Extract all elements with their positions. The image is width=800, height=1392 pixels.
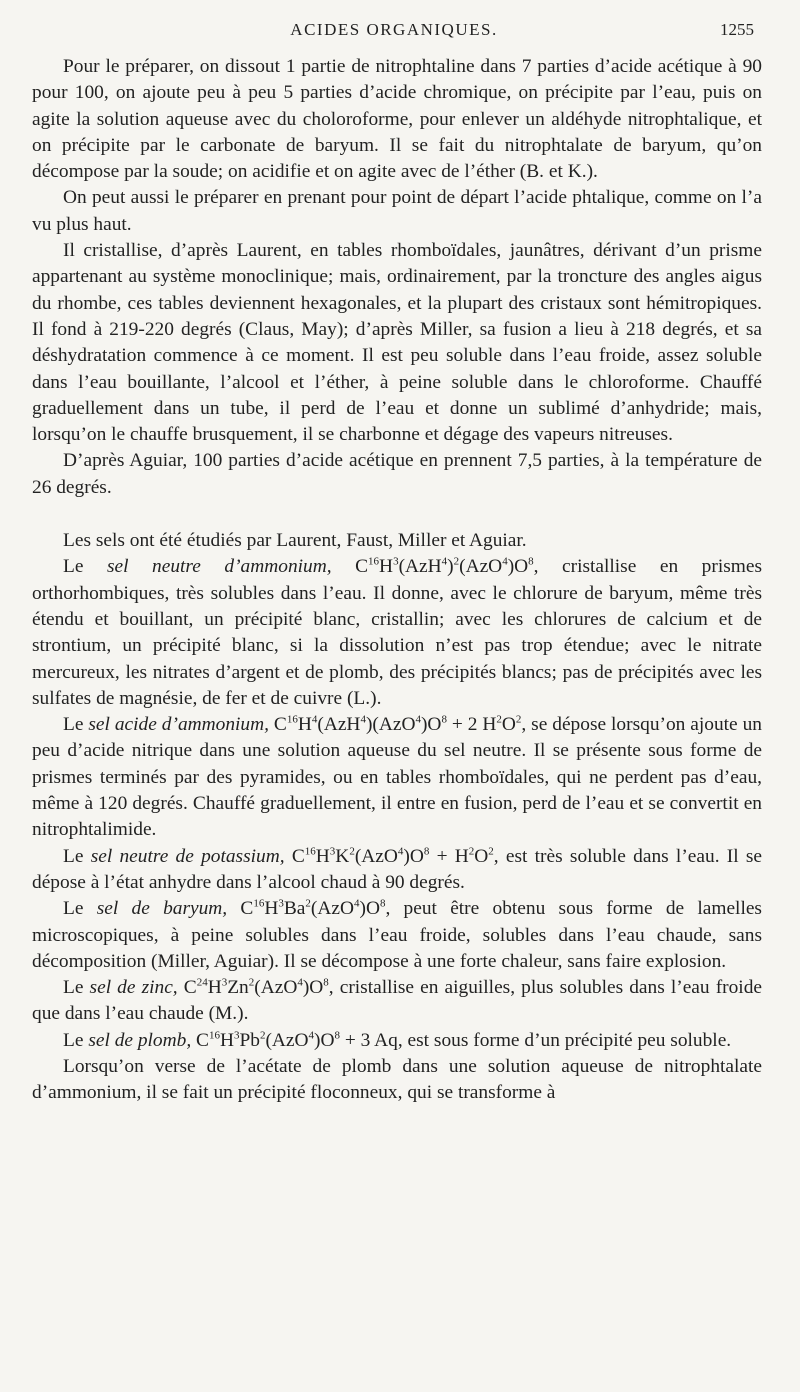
body-text <box>32 54 762 1107</box>
text-run: H <box>379 556 394 578</box>
paragraph <box>32 712 762 843</box>
text-run: + 2 H <box>446 714 497 736</box>
text-run: Lorsqu’on verse de l’acétate de plomb dans une solution aqueuse de nitrophtalate d’ammonium, il se fait un précipité floconneux, qui se transforme à <box>32 1055 762 1104</box>
paragraph <box>32 448 762 501</box>
text-run: Pb <box>239 1029 260 1051</box>
italic-term: sel acide d’ammonium, <box>88 714 269 736</box>
text-run: (AzH <box>398 556 442 578</box>
text-run: (AzO <box>254 977 298 999</box>
paragraph <box>32 238 762 448</box>
italic-term: sel de zinc, <box>89 977 178 999</box>
superscript: 4 <box>311 713 318 726</box>
superscript: 2 <box>248 976 255 989</box>
text-run: Le <box>63 556 107 578</box>
superscript: 8 <box>323 976 329 989</box>
page-number: 1255 <box>720 20 754 39</box>
text-run: )O <box>314 1029 335 1051</box>
text-run: + 3 Aq, est sous forme d’un précipité peu soluble. <box>340 1029 732 1051</box>
superscript: 2 <box>259 1029 266 1042</box>
superscript: 2 <box>453 555 460 568</box>
superscript: 16 <box>286 713 298 726</box>
superscript: 4 <box>353 897 360 910</box>
superscript: 4 <box>441 555 448 568</box>
text-run: H <box>207 977 222 999</box>
text-run: H <box>264 898 279 920</box>
text-run: , cristallise en prismes orthorhombiques, très solubles dans l’eau. Il donne, avec le chlorure de baryum, même très étendu et bouillant, un précipité blanc, cristallin; avec les chlorures de calcium et de strontium, un précipité blanc, si la dissolution n’est pas trop étendue; avec le nitrate mercureux, les nitrates d’argent et de plomb, des précipités blancs; pas de précipités avec les sulfates de magnésie, de fer et de cuivre (L.). <box>32 556 763 709</box>
superscript: 4 <box>308 1029 315 1042</box>
italic-term: sel de baryum, <box>96 898 228 920</box>
text-run: K <box>335 845 350 867</box>
text-run: H <box>219 1029 234 1051</box>
text-run: Pour le préparer, on dissout 1 partie de nitrophtaline dans 7 parties d’acide acétique à 90 pour 100, on ajoute peu à peu 5 parties d’acide chromique, on précipite par l’eau, puis on agite la solution aqueuse avec du choloroforme, pour enlever un aldéhyde nitrophtalique, et on précipite par le carbonate de baryum. Il se fait du nitrophtalate de baryum, qu’on décompose par la soude; on acidifie et on agite avec de l’éther (B. et K.). <box>32 56 762 183</box>
superscript: 4 <box>360 713 366 726</box>
paragraph <box>32 1028 762 1054</box>
superscript: 4 <box>415 713 421 726</box>
text-run: )O <box>359 898 380 920</box>
text-run: ) <box>447 556 454 578</box>
superscript: 3 <box>393 555 399 568</box>
text-run: )O <box>302 977 324 999</box>
superscript: 4 <box>397 845 404 858</box>
text-run: )O <box>507 556 529 578</box>
text-run: Le <box>63 845 91 867</box>
text-run: Le <box>63 898 97 920</box>
running-title: ACIDES ORGANIQUES. <box>290 20 498 39</box>
text-run: (AzO <box>459 556 503 578</box>
superscript: 8 <box>423 845 430 858</box>
text-run: Ba <box>283 898 306 920</box>
text-run: Le <box>63 977 90 999</box>
text-run: C <box>191 1029 209 1051</box>
superscript: 2 <box>496 713 502 726</box>
text-run: C <box>268 714 287 736</box>
text-run: , est très soluble dans l’eau. Il se dépose à l’état anhydre dans l’alcool chaud à 90 degrés. <box>32 845 763 893</box>
superscript: 2 <box>305 897 311 910</box>
italic-term: sel neutre de potassium, <box>90 845 285 867</box>
superscript: 2 <box>488 845 494 858</box>
text-run: , se dépose lorsqu’on ajoute un peu d’acide nitrique dans une solution aqueuse du sel neutre. Il se présente sous forme de prismes terminés par des pyramides, ou en tables rhomboïdales, qui ne perdent pas d’eau, même à 120 degrés. Chauffé graduellement, il entre en fusion, perd de l’eau et se convertit en nitrophtalimide. <box>32 714 762 841</box>
paragraph <box>32 54 762 185</box>
paragraph <box>32 1054 762 1107</box>
text-run: )O <box>420 714 442 736</box>
text-run: (AzH <box>317 714 361 736</box>
text-run: C <box>331 556 369 578</box>
text-run: + H <box>429 845 469 867</box>
text-run: O <box>501 714 516 736</box>
superscript: 3 <box>329 845 336 858</box>
text-run: O <box>474 845 489 867</box>
text-run: D’après Aguiar, 100 parties d’acide acétique en prennent 7,5 parties, à la température de 26 degrés. <box>32 450 762 498</box>
text-run: C <box>227 898 254 920</box>
superscript: 16 <box>253 897 265 910</box>
italic-term: sel de plomb, <box>88 1029 192 1051</box>
paragraph <box>32 554 762 712</box>
text-run: (AzO <box>354 845 398 867</box>
superscript: 8 <box>528 555 534 568</box>
superscript: 3 <box>233 1029 240 1042</box>
text-run: )(AzO <box>365 714 416 736</box>
superscript: 3 <box>221 976 228 989</box>
superscript: 16 <box>208 1029 220 1042</box>
paragraph <box>32 185 762 238</box>
superscript: 16 <box>304 845 316 858</box>
text-run: (AzO <box>265 1029 309 1051</box>
superscript: 24 <box>196 976 208 989</box>
paragraph <box>32 896 762 975</box>
paragraph <box>32 975 762 1028</box>
text-run: , cristallise en aiguilles, plus solubles dans l’eau froide que dans l’eau chaude (M.). <box>32 977 762 1025</box>
text-run: H <box>297 714 312 736</box>
text-run: Il cristallise, d’après Laurent, en tables rhomboïdales, jaunâtres, dérivant d’un prisme appartenant au système monoclinique; mais, ordinairement, par la troncture des angles aigus du rhombe, ces tables deviennent hexagonales, et la plupart des cristaux sont hémitropiques. Il fond à 219-220 degrés (Claus, May); d’après Miller, sa fusion a lieu à 218 degrés, et sa déshydratation commence à ce moment. Il est peu soluble dans l’eau froide, assez soluble dans l’eau bouillante, l’alcool et l’éther, à peine soluble dans le chloroforme. Chauffé graduellement dans un tube, il perd de l’eau et donne un sublimé d’anhydride; mais, lorsqu’on le chauffe brusquement, il se charbonne et dégage des vapeurs nitreuses. <box>32 240 762 446</box>
superscript: 16 <box>368 555 380 568</box>
page-header <box>34 20 754 46</box>
italic-term: sel neutre d’ammonium, <box>106 556 332 578</box>
text-run: C <box>177 977 197 999</box>
text-run: )O <box>403 845 424 867</box>
superscript: 2 <box>515 713 522 726</box>
superscript: 3 <box>278 897 284 910</box>
superscript: 8 <box>379 897 386 910</box>
superscript: 4 <box>297 976 303 989</box>
paragraph <box>32 844 762 897</box>
text-run: (AzO <box>310 898 354 920</box>
text-run: Le <box>63 714 89 736</box>
text-run: , peut être obtenu sous forme de lamelles microscopiques, à peine solubles dans l’eau froide, solubles dans l’eau chaude, sans décomposition (Miller, Aguiar). Il se décompose à une forte chaleur, sans faire explosion. <box>32 898 762 972</box>
text-run: Le <box>63 1029 89 1051</box>
text-run: Les sels ont été étudiés par Laurent, Faust, Miller et Aguiar. <box>63 530 527 552</box>
superscript: 8 <box>441 713 447 726</box>
superscript: 8 <box>334 1029 341 1042</box>
text-run: H <box>315 845 330 867</box>
text-run: On peut aussi le préparer en prenant pour point de départ l’acide phtalique, comme on l’a vu plus haut. <box>32 187 762 235</box>
superscript: 4 <box>502 555 508 568</box>
text-run: C <box>284 845 305 867</box>
superscript: 2 <box>468 845 475 858</box>
paragraph <box>32 528 762 554</box>
superscript: 2 <box>349 845 355 858</box>
text-run: Zn <box>227 977 249 999</box>
